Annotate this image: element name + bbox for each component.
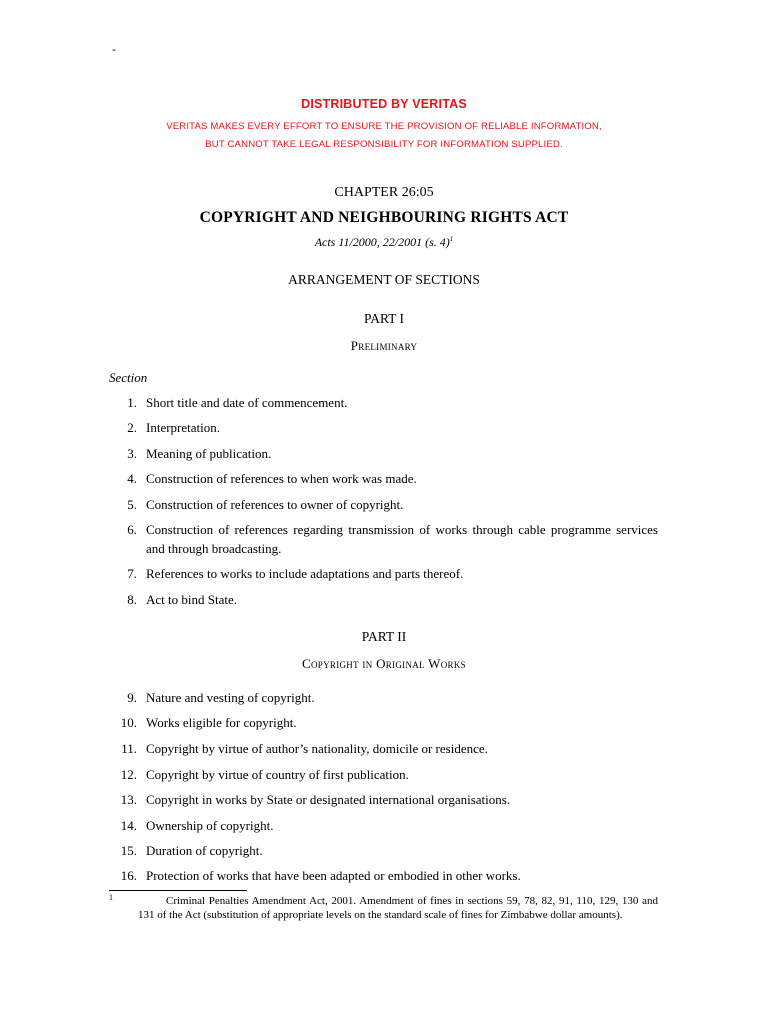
list-item [109,739,658,758]
item-number: 5. [127,497,137,512]
item-text: Works eligible for copyright. [146,715,297,730]
list-item [109,495,658,514]
list-item [109,841,658,860]
header-dash: - [112,42,116,56]
footnote-mark: 1 [109,893,113,902]
item-text: Copyright by virtue of country of first publication. [146,767,409,782]
item-text: References to works to include adaptations and parts thereof. [146,566,464,581]
item-text: Interpretation. [146,420,220,435]
item-number: 2. [127,420,137,435]
list-item [109,564,658,583]
list-item [109,590,658,609]
item-text: Construction of references to owner of copyright. [146,497,404,512]
item-text: Protection of works that have been adapted or embodied in other works. [146,868,521,883]
item-number: 15. [120,843,137,858]
list-item [109,765,658,784]
list-item [109,816,658,835]
item-text: Duration of copyright. [146,843,263,858]
arrangement-heading: ARRANGEMENT OF SECTIONS [288,272,480,287]
disclaimer-line-2: BUT CANNOT TAKE LEGAL RESPONSIBILITY FOR INFORMATION SUPPLIED. [205,139,563,150]
list-item [109,393,658,412]
list-item [109,469,658,488]
list-item [109,418,658,437]
item-number: 14. [120,818,137,833]
item-number: 1. [127,395,137,410]
part-2-subheading: Copyright in Original Works [302,656,466,671]
item-number: 12. [120,767,137,782]
item-text: Construction of references to when work was made. [146,471,417,486]
item-number: 10. [120,715,137,730]
item-number: 7. [127,566,137,581]
acts-reference-text: Acts 11/2000, 22/2001 (s. 4) [314,235,450,249]
chapter-number: CHAPTER 26:05 [334,185,434,200]
acts-reference [0,235,768,250]
list-item [109,866,658,885]
item-text: Short title and date of commencement. [146,395,348,410]
list-item [109,713,658,732]
item-number: 9. [127,690,137,705]
disclaimer-line-1: VERITAS MAKES EVERY EFFORT TO ENSURE THE PROVISION OF RELIABLE INFORMATION, [166,121,602,132]
list-item [109,520,658,558]
footnote-separator [109,890,247,891]
item-number: 13. [120,792,137,807]
distributed-by-heading: DISTRIBUTED BY VERITAS [301,97,467,111]
item-number: 8. [127,592,137,607]
part-2-heading: PART II [361,629,407,644]
part-1-subheading: Preliminary [350,338,418,353]
part-1-heading: PART I [363,311,405,326]
item-text: Ownership of copyright. [146,818,274,833]
item-text: Act to bind State. [146,592,237,607]
section-column-label: Section [109,370,148,385]
item-number: 16. [120,868,137,883]
list-item [109,790,658,809]
item-number: 4. [127,471,137,486]
footnote-text: Criminal Penalties Amendment Act, 2001. Amendment of fines in sections 59, 78, 82, 91, 110, 129, 130 and 131 of the Act (substitution of appropriate levels on the standard scale of fines for Zimbabwe dollar amounts). [138,895,658,921]
item-number: 6. [127,522,137,537]
act-title: COPYRIGHT AND NEIGHBOURING RIGHTS ACT [199,209,569,226]
item-number: 11. [121,741,137,756]
item-text: Copyright in works by State or designated international organisations. [146,792,511,807]
list-item [109,688,658,707]
item-number: 3. [127,446,137,461]
item-text: Meaning of publication. [146,446,272,461]
item-text: Nature and vesting of copyright. [146,690,315,705]
footnote-reference-mark[interactable]: 1 [449,235,454,243]
list-item [109,444,658,463]
item-text: Construction of references regarding transmission of works through cable programme services and through broadcasting. [146,522,658,556]
item-text: Copyright by virtue of author’s nationality, domicile or residence. [146,741,488,756]
